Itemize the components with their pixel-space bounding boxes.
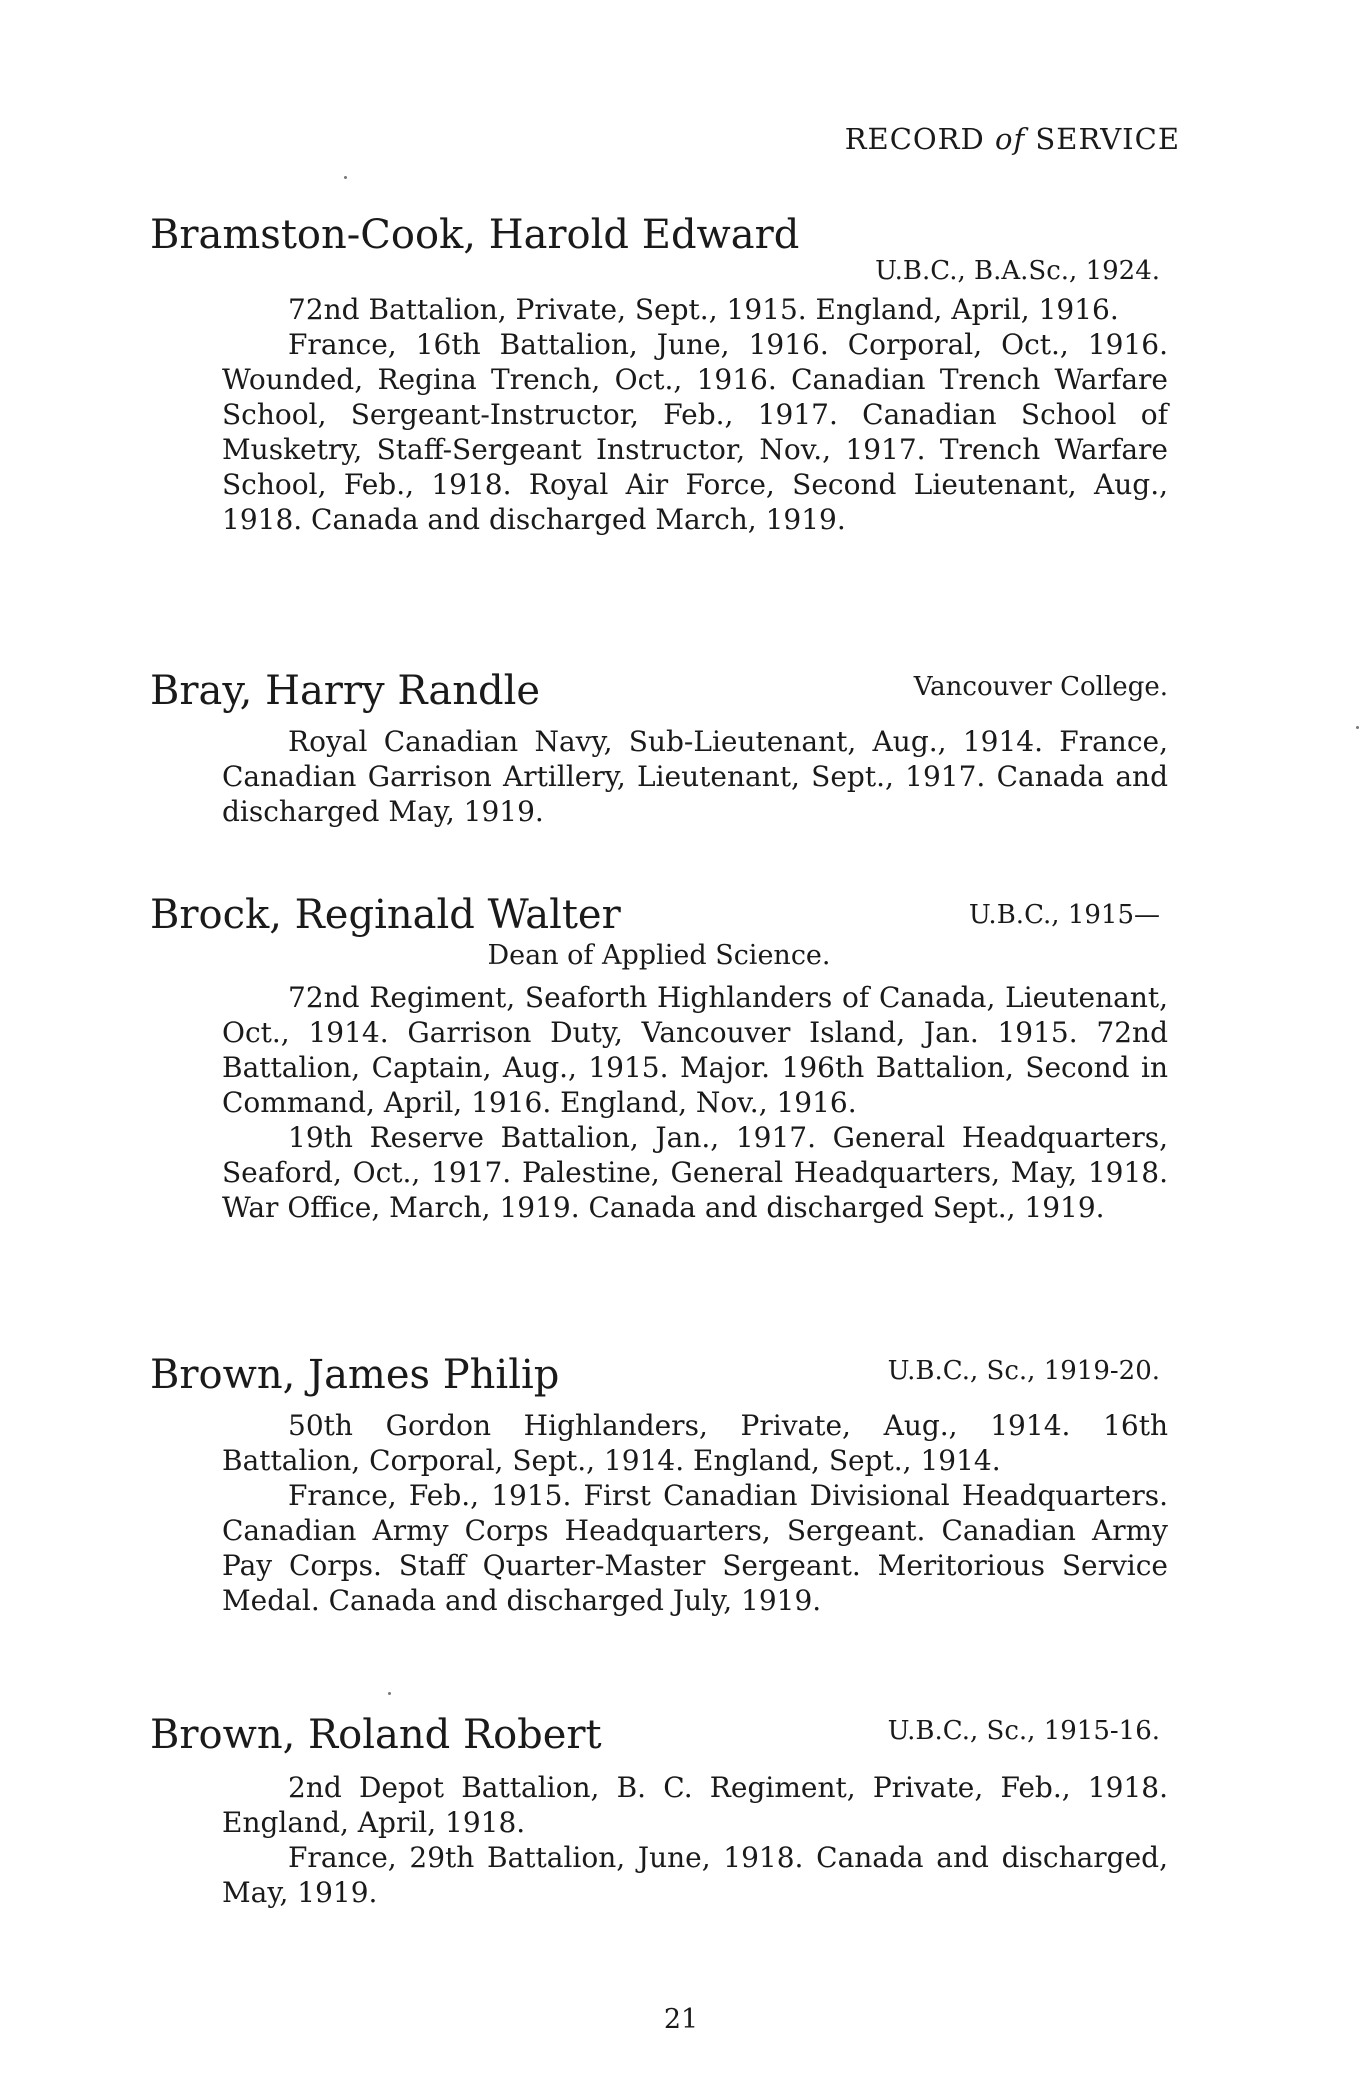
entry-affiliation: U.B.C., B.A.Sc., 1924.: [875, 256, 1160, 286]
speck-mark: [1356, 726, 1359, 729]
page-number: 21: [663, 2004, 699, 2035]
entry-brown-james: [150, 1352, 1168, 1618]
header-prefix: RECORD: [844, 122, 995, 156]
entry-brock: [150, 892, 1168, 1225]
entry-bramston-cook: [150, 212, 1168, 537]
entry-brown-roland: [150, 1712, 1168, 1910]
entry-paragraph: France, 16th Battalion, June, 1916. Corporal, Oct., 1916. Wounded, Regina Trench, Oct., 1916. Canadian Trench Warfare School, Sergeant-Instructor, Feb., 1917. Canadian School of Musketry, Staff-Sergeant Instructor, Nov., 1917. Trench Warfare School, Feb., 1918. Royal Air Force, Second Lieutenant, Aug., 1918. Canada and discharged March, 1919.: [222, 328, 1168, 536]
entry-name: Brown, Roland Robert: [150, 1712, 602, 1758]
entry-paragraph: France, Feb., 1915. First Canadian Divisional Headquarters. Canadian Army Corps Headquarters, Sergeant. Canadian Army Pay Corps. Staff Quarter-Master Sergeant. Meritorious Service Medal. Canada and discharged July, 1919.: [222, 1479, 1168, 1617]
entry-affiliation: Vancouver College.: [913, 672, 1168, 702]
speck-mark: [344, 176, 347, 179]
header-suffix: SERVICE: [1025, 122, 1180, 156]
header-italic: of: [994, 122, 1026, 156]
entry-paragraph: 72nd Regiment, Seaforth Highlanders of Canada, Lieutenant, Oct., 1914. Garrison Duty, Vancouver Island, Jan. 1915. 72nd Battalion, Captain, Aug., 1915. Major. 196th Battalion, Second in Command, April, 1916. England, Nov., 1916.: [222, 981, 1168, 1119]
entry-affiliation: U.B.C., Sc., 1915-16.: [887, 1716, 1160, 1746]
entry-paragraph: 19th Reserve Battalion, Jan., 1917. General Headquarters, Seaford, Oct., 1917. Palestine, General Headquarters, May, 1918. War Office, March, 1919. Canada and discharged Sept., 1919.: [222, 1121, 1168, 1224]
entry-name: Bray, Harry Randle: [150, 668, 541, 714]
entry-paragraph: France, 29th Battalion, June, 1918. Canada and discharged, May, 1919.: [222, 1841, 1168, 1909]
entry-subtitle: Dean of Applied Science.: [487, 940, 831, 971]
entry-paragraph: 72nd Battalion, Private, Sept., 1915. England, April, 1916.: [288, 293, 1119, 326]
entry-paragraph: 2nd Depot Battalion, B. C. Regiment, Private, Feb., 1918. England, April, 1918.: [222, 1771, 1168, 1839]
entry-name: Brown, James Philip: [150, 1352, 560, 1398]
entry-affiliation: U.B.C., 1915—: [968, 900, 1160, 930]
entry-bray: [150, 668, 1168, 829]
entry-name: Bramston-Cook, Harold Edward: [150, 212, 800, 258]
speck-mark: [388, 1692, 391, 1695]
running-header: [760, 122, 1180, 156]
entry-paragraph: 50th Gordon Highlanders, Private, Aug., 1914. 16th Battalion, Corporal, Sept., 1914. England, Sept., 1914.: [222, 1409, 1168, 1477]
entry-paragraph: Royal Canadian Navy, Sub-Lieutenant, Aug., 1914. France, Canadian Garrison Artillery, Lieutenant, Sept., 1917. Canada and discharged May, 1919.: [222, 725, 1168, 828]
entry-affiliation: U.B.C., Sc., 1919-20.: [887, 1356, 1160, 1386]
entry-name: Brock, Reginald Walter: [150, 892, 621, 938]
